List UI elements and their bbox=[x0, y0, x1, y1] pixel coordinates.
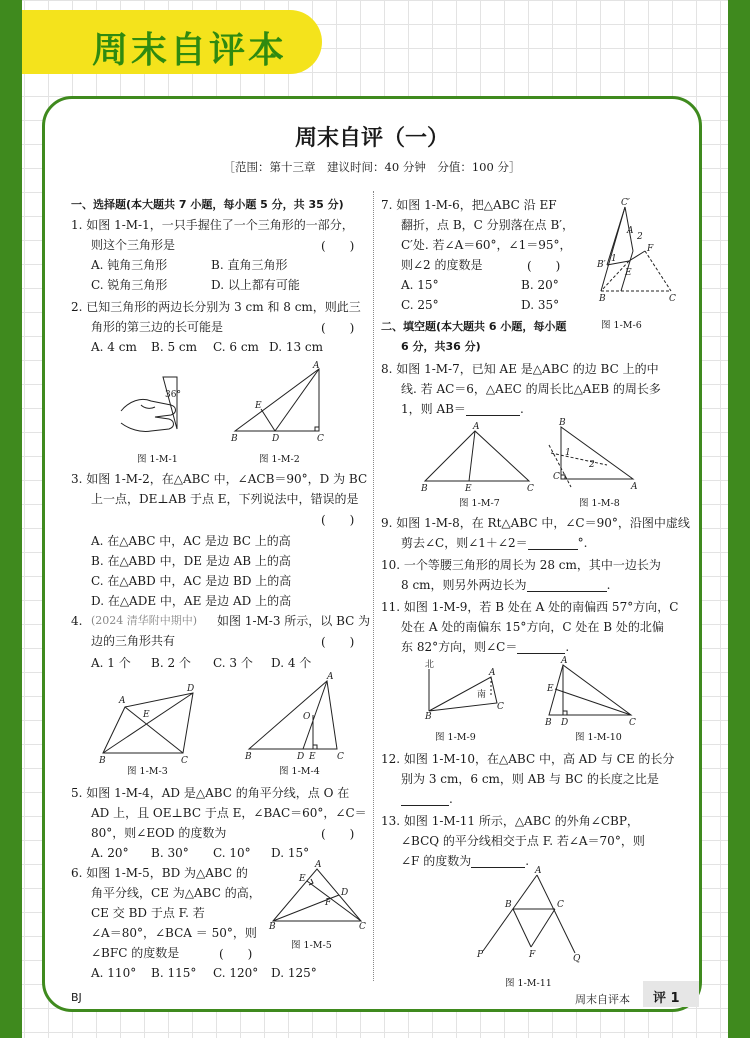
svg-text:A: A bbox=[631, 482, 638, 492]
svg-text:C: C bbox=[553, 472, 560, 482]
q6-line3: CE 交 BD 于点 F. 若 bbox=[91, 906, 205, 920]
q13-line2: ∠BCQ 的平分线相交于点 F. 若∠A＝70°，则 bbox=[401, 834, 645, 848]
svg-text:B: B bbox=[559, 418, 566, 428]
q6-option-b: B. 115° bbox=[151, 966, 197, 980]
q5-line1: 5. 如图 1-M-4，AD 是△ABC 的角平分线，点 O 在 bbox=[71, 786, 350, 800]
q3-line1: 3. 如图 1-M-2，在△ABC 中，∠ACB＝90°，D 为 BC bbox=[71, 472, 368, 486]
q4-option-c: C. 3 个 bbox=[213, 656, 253, 670]
q10-line2: 8 cm，则另外两边长为 . bbox=[401, 578, 611, 592]
q7-line2: 翻折，点 B，C 分别落在点 B′， bbox=[401, 218, 574, 232]
page-title: 周末自评（一） bbox=[294, 126, 449, 151]
svg-text:A: A bbox=[327, 672, 334, 682]
q9-line2: 剪去∠C，则∠1＋∠2＝ °. bbox=[401, 536, 588, 550]
q3-answer-paren: ( ) bbox=[321, 513, 355, 527]
svg-text:1: 1 bbox=[565, 448, 571, 458]
q13-line3: ∠F 的度数为 . bbox=[401, 854, 530, 868]
svg-text:36°: 36° bbox=[165, 390, 181, 400]
q9-line1: 9. 如图 1-M-8，在 Rt△ABC 中，∠C＝90°，沿图中虚线 bbox=[381, 516, 690, 530]
q7-option-d: D. 35° bbox=[521, 298, 560, 312]
footer-page-number: 评 1 bbox=[653, 991, 680, 1006]
q8-line3: 1，则 AB＝ . bbox=[401, 402, 524, 416]
footer-edition: BJ bbox=[71, 991, 82, 1004]
svg-text:A: A bbox=[313, 361, 320, 371]
svg-text:D: D bbox=[272, 434, 280, 444]
q7-option-a: A. 15° bbox=[401, 278, 439, 292]
svg-text:F: F bbox=[529, 950, 536, 960]
q6-option-a: A. 110° bbox=[91, 966, 137, 980]
q2-answer-paren: ( ) bbox=[321, 321, 355, 335]
svg-text:E: E bbox=[299, 874, 306, 884]
svg-text:B: B bbox=[99, 756, 106, 766]
svg-text:A: A bbox=[119, 696, 126, 706]
q8-line1: 8. 如图 1-M-7，已知 AE 是△ABC 的边 BC 上的中 bbox=[381, 362, 659, 376]
svg-text:C′: C′ bbox=[621, 198, 630, 208]
q1-option-a: A. 钝角三角形 bbox=[91, 258, 168, 272]
caption-1-m-6: 图 1-M-6 bbox=[601, 320, 642, 331]
figure-1-m-11 bbox=[475, 866, 585, 964]
q6-line4: ∠A＝80°，∠BCA ＝ 50°，则 bbox=[91, 926, 257, 940]
caption-1-m-11: 图 1-M-11 bbox=[505, 978, 552, 989]
q6-line1: 6. 如图 1-M-5，BD 为△ABC 的 bbox=[71, 866, 248, 880]
svg-text:2: 2 bbox=[637, 232, 643, 242]
caption-1-m-8: 图 1-M-8 bbox=[579, 498, 620, 509]
figure-1-m-10 bbox=[543, 656, 643, 729]
q7-answer-paren: ( ) bbox=[527, 259, 561, 273]
svg-text:C: C bbox=[629, 718, 636, 728]
page-subtitle: ［范围：第十三章 建议时间：40 分钟 分值：100 分］ bbox=[223, 160, 521, 174]
svg-text:D: D bbox=[561, 718, 569, 728]
svg-text:1: 1 bbox=[611, 254, 617, 264]
caption-1-m-9: 图 1-M-9 bbox=[435, 732, 476, 743]
q6-option-d: D. 125° bbox=[271, 966, 317, 980]
q4-line1: 如图 1-M-3 所示，以 BC 为 bbox=[217, 614, 371, 628]
q7-line4: 则∠2 的度数是 bbox=[401, 258, 483, 272]
svg-text:C: C bbox=[359, 922, 366, 932]
figure-1-m-5 bbox=[269, 860, 369, 933]
svg-text:C: C bbox=[527, 484, 534, 494]
q5-option-c: C. 10° bbox=[213, 846, 251, 860]
svg-text:D: D bbox=[297, 752, 305, 762]
svg-text:A: A bbox=[489, 668, 496, 678]
q1-option-d: D. 以上都有可能 bbox=[211, 278, 300, 292]
q11-line1: 11. 如图 1-M-9，若 B 处在 A 处的南偏西 57°方向，C bbox=[381, 600, 679, 614]
svg-text:B: B bbox=[599, 294, 606, 304]
figure-1-m-4 bbox=[245, 672, 345, 765]
svg-text:C: C bbox=[497, 702, 504, 712]
section-fill-heading-line1: 二、填空题(本大题共 6 小题，每小题 bbox=[381, 320, 567, 333]
caption-1-m-10: 图 1-M-10 bbox=[575, 732, 622, 743]
svg-text:A: A bbox=[473, 422, 480, 432]
right-green-edge bbox=[728, 0, 750, 1038]
q3-option-b: B. 在△ABD 中，DE 是边 AB 上的高 bbox=[91, 554, 291, 568]
svg-text:E: E bbox=[547, 684, 554, 694]
q8-line2: 线. 若 AC＝6，△AEC 的周长比△AEB 的周长多 bbox=[401, 382, 661, 396]
svg-text:A: A bbox=[535, 866, 542, 876]
svg-text:C: C bbox=[337, 752, 344, 762]
figure-1-m-9 bbox=[421, 661, 521, 721]
svg-text:A: A bbox=[627, 226, 634, 236]
north-label: 北 bbox=[425, 660, 435, 670]
q1-answer-paren: ( ) bbox=[321, 239, 355, 253]
caption-1-m-4: 图 1-M-4 bbox=[279, 766, 320, 777]
q12-line3: . bbox=[401, 789, 453, 809]
q5-option-d: D. 15° bbox=[271, 846, 310, 860]
svg-text:B: B bbox=[425, 712, 432, 722]
svg-text:D: D bbox=[341, 888, 349, 898]
q5-line3: 80°，则∠EOD 的度数为 bbox=[91, 826, 227, 840]
south-label: 南 bbox=[477, 690, 487, 700]
svg-text:P: P bbox=[477, 950, 484, 960]
q5-option-b: B. 30° bbox=[151, 846, 189, 860]
figure-1-m-6 bbox=[583, 199, 683, 309]
q13-line1: 13. 如图 1-M-11 所示，△ABC 的外角∠CBP， bbox=[381, 814, 639, 828]
q4-option-d: D. 4 个 bbox=[271, 656, 312, 670]
q7-line3: C′处. 若∠A＝60°，∠1＝95°， bbox=[401, 238, 572, 252]
caption-1-m-5: 图 1-M-5 bbox=[291, 940, 332, 951]
figure-1-m-1 bbox=[115, 367, 195, 447]
svg-text:E: E bbox=[309, 752, 316, 762]
q7-option-b: B. 20° bbox=[521, 278, 559, 292]
svg-text:B: B bbox=[269, 922, 276, 932]
q4-line2: 边的三角形共有 bbox=[91, 634, 176, 648]
q2-option-c: C. 6 cm bbox=[213, 340, 259, 354]
svg-text:B: B bbox=[245, 752, 252, 762]
q4-source-tag: (2024 清华附中期中) bbox=[91, 614, 198, 627]
left-green-edge bbox=[0, 0, 22, 1038]
q6-line2: 角平分线，CE 为△ABC 的高， bbox=[91, 886, 261, 900]
figure-1-m-7 bbox=[421, 422, 541, 495]
q6-answer-paren: ( ) bbox=[219, 947, 253, 961]
q11-line3: 东 82°方向，则∠C＝ . bbox=[401, 640, 570, 654]
q11-line2: 处在 A 处的南偏东 15°方向，C 处在 B 处的北偏 bbox=[401, 620, 664, 634]
figure-1-m-8 bbox=[547, 418, 647, 492]
svg-text:C: C bbox=[317, 434, 324, 444]
svg-text:C: C bbox=[557, 900, 564, 910]
svg-text:Q: Q bbox=[573, 954, 581, 964]
svg-text:F: F bbox=[647, 244, 654, 254]
section-fill-heading-line2: 6 分，共36 分) bbox=[401, 340, 481, 353]
q2-line1: 2. 已知三角形的两边长分别为 3 cm 和 8 cm，则此三 bbox=[71, 300, 361, 314]
q3-line2: 上一点，DE⊥AB 于点 E，下列说法中，错误的是 bbox=[91, 492, 359, 506]
q5-line2: AD 上，且 OE⊥BC 于点 E，∠BAC＝60°，∠C＝ bbox=[91, 806, 367, 820]
caption-1-m-2: 图 1-M-2 bbox=[259, 454, 300, 465]
q12-line1: 12. 如图 1-M-10，在△ABC 中，高 AD 与 CE 的长分 bbox=[381, 752, 675, 766]
q10-line1: 10. 一个等腰三角形的周长为 28 cm，其中一边长为 bbox=[381, 558, 661, 572]
figure-1-m-3 bbox=[99, 683, 199, 766]
q6-line5: ∠BFC 的度数是 bbox=[91, 946, 180, 960]
q5-option-a: A. 20° bbox=[91, 846, 129, 860]
caption-1-m-3: 图 1-M-3 bbox=[127, 766, 168, 777]
svg-text:E: E bbox=[465, 484, 472, 494]
svg-text:B: B bbox=[545, 718, 552, 728]
caption-1-m-7: 图 1-M-7 bbox=[459, 498, 500, 509]
q4-number: 4. bbox=[71, 614, 83, 628]
banner-title: 周末自评本 bbox=[92, 30, 288, 71]
q4-answer-paren: ( ) bbox=[321, 635, 355, 649]
svg-text:A: A bbox=[561, 656, 568, 666]
q1-option-b: B. 直角三角形 bbox=[211, 258, 288, 272]
svg-text:E: E bbox=[625, 268, 632, 278]
svg-text:A: A bbox=[315, 860, 322, 870]
q3-option-d: D. 在△ADE 中，AE 是边 AD 上的高 bbox=[91, 594, 292, 608]
q5-answer-paren: ( ) bbox=[321, 827, 355, 841]
banner bbox=[22, 10, 322, 74]
svg-text:D: D bbox=[187, 684, 195, 694]
q2-option-b: B. 5 cm bbox=[151, 340, 197, 354]
svg-text:C: C bbox=[181, 756, 188, 766]
svg-text:B′: B′ bbox=[597, 260, 606, 270]
q7-line1: 7. 如图 1-M-6，把△ABC 沿 EF bbox=[381, 198, 557, 212]
q4-option-a: A. 1 个 bbox=[91, 656, 131, 670]
q2-option-a: A. 4 cm bbox=[91, 340, 137, 354]
svg-text:B: B bbox=[505, 900, 512, 910]
q3-option-c: C. 在△ABD 中，AC 是边 BD 上的高 bbox=[91, 574, 292, 588]
svg-text:C: C bbox=[669, 294, 676, 304]
q3-option-a: A. 在△ABC 中，AC 是边 BC 上的高 bbox=[91, 534, 291, 548]
q2-option-d: D. 13 cm bbox=[269, 340, 324, 354]
q2-line2: 角形的第三边的长可能是 bbox=[91, 320, 224, 334]
svg-text:E: E bbox=[143, 710, 150, 720]
q1-option-c: C. 锐角三角形 bbox=[91, 278, 168, 292]
column-divider bbox=[373, 191, 374, 981]
q6-option-c: C. 120° bbox=[213, 966, 259, 980]
svg-text:B: B bbox=[421, 484, 428, 494]
svg-text:2: 2 bbox=[589, 460, 595, 470]
q1-line2: 则这个三角形是 bbox=[91, 238, 176, 252]
q1-line1: 1. 如图 1-M-1，一只手握住了一个三角形的一部分， bbox=[71, 218, 354, 232]
section-choice-heading: 一、选择题(本大题共 7 小题，每小题 5 分，共 35 分) bbox=[71, 198, 344, 211]
svg-text:B: B bbox=[231, 434, 238, 444]
caption-1-m-1: 图 1-M-1 bbox=[137, 454, 178, 465]
figure-1-m-2 bbox=[231, 361, 331, 445]
worksheet-page bbox=[42, 96, 702, 1012]
svg-text:F: F bbox=[325, 898, 332, 908]
q4-option-b: B. 2 个 bbox=[151, 656, 191, 670]
svg-text:E: E bbox=[255, 401, 262, 411]
q12-line2: 别为 3 cm，6 cm，则 AB 与 BC 的长度之比是 bbox=[401, 772, 659, 786]
footer-book-name: 周末自评本 bbox=[575, 993, 630, 1006]
svg-text:O: O bbox=[303, 712, 311, 722]
q7-option-c: C. 25° bbox=[401, 298, 439, 312]
